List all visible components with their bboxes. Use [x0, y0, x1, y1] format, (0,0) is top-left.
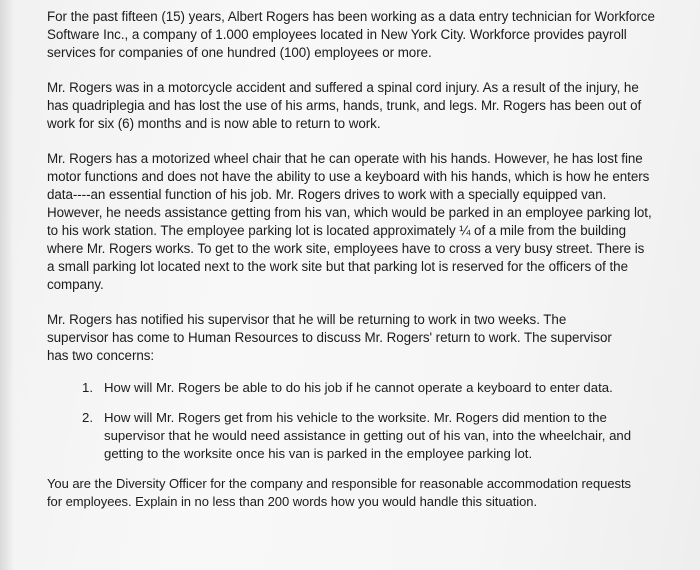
paragraph-supervisor: Mr. Rogers has notified his supervisor that he will be returning to work in two weeks. The supervisor has come to Human Resources to discuss Mr. Rogers' return to work. The supervisor has two concerns:	[47, 312, 612, 363]
list-item	[47, 379, 655, 397]
page-edge-shadow	[0, 0, 14, 570]
list-number: 2.	[82, 410, 93, 425]
concerns-list	[47, 379, 655, 463]
paragraph-injury: Mr. Rogers was in a motorcycle accident and suffered a spinal cord injury. As a result of the injury, he has quadriplegia and has lost the use of his arms, hands, trunk, and legs. Mr. Rogers has been out of work for six (6) months and is now able to return to work.	[47, 80, 642, 131]
list-text: How will Mr. Rogers get from his vehicle to the worksite. Mr. Rogers did mention to the supervisor that he would need assistance in getting out of his van, into the wheelchair, and getting to the worksite once his van is parked in the employee parking lot.	[104, 410, 632, 461]
list-item	[47, 409, 655, 463]
paragraph-task: You are the Diversity Officer for the company and responsible for reasonable accommodation requests for employees. Explain in no less than 200 words how you would handle this situation.	[47, 476, 631, 509]
list-text: How will Mr. Rogers be able to do his job if he cannot operate a keyboard to enter data.	[104, 380, 613, 395]
paragraph-mobility: Mr. Rogers has a motorized wheel chair that he can operate with his hands. However, he has lost fine motor functions and does not have the ability to use a keyboard with his hands, which is how he enters data----an essential function of his job. Mr. Rogers drives to work with a specially equipped van. However, he needs assistance getting from his van, which would be parked in an employee parking lot, to his work station. The employee parking lot is located approximately ¼ of a mile from the building where Mr. Rogers works. To get to the work site, employees have to cross a very busy street. There is a small parking lot located next to the work site but that parking lot is reserved for the officers of the company.	[47, 151, 652, 292]
paragraph-background: For the past fifteen (15) years, Albert Rogers has been working as a data entry technician for Workforce Software Inc., a company of 1.000 employees located in New York City. Workforce provides payroll services for companies of one hundred (100) employees or more.	[47, 9, 655, 60]
list-number: 1.	[82, 380, 93, 395]
document-body	[47, 8, 655, 511]
